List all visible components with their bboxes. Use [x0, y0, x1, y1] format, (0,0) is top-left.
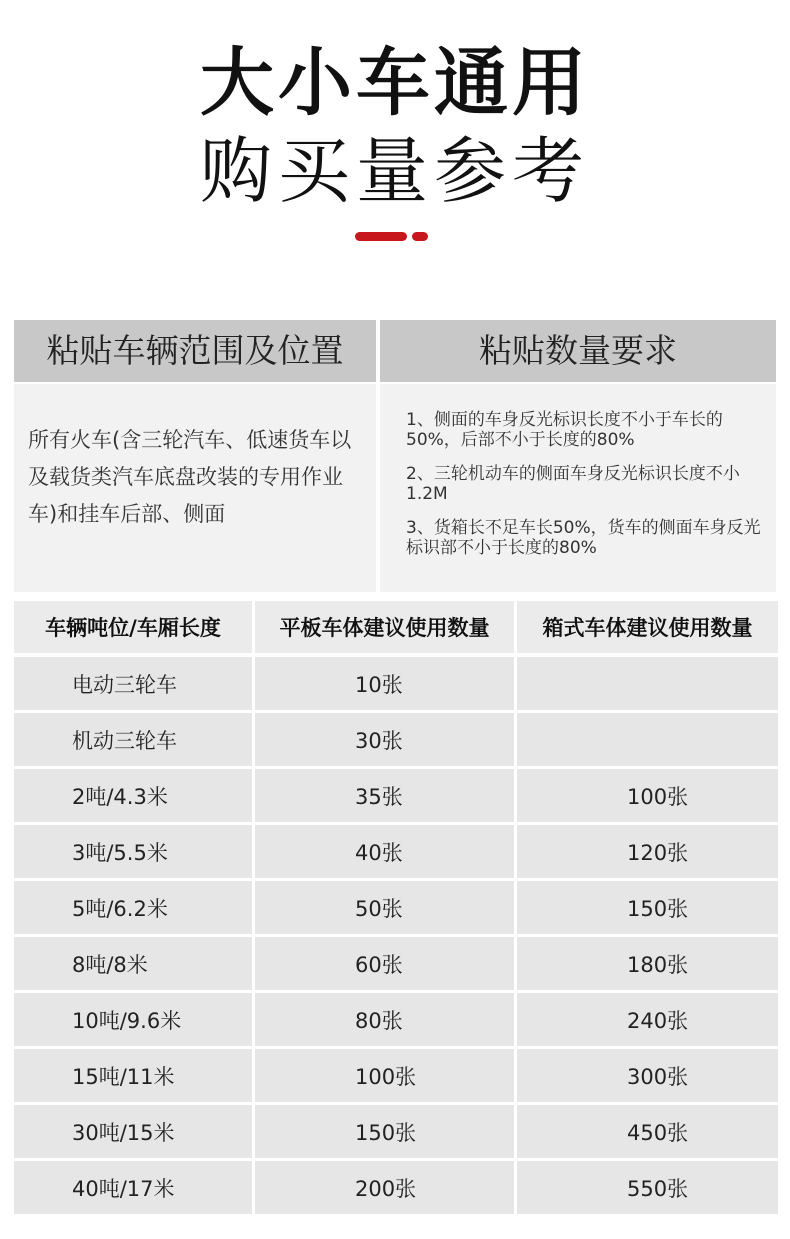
- title-line-1: 大小车通用: [200, 40, 590, 126]
- cell-flatbed-count: 35张: [255, 769, 514, 822]
- cell-box-count: 100张: [517, 769, 778, 822]
- cell-box-count: 240张: [517, 993, 778, 1046]
- quantity-panel: [380, 384, 776, 592]
- column-header-tonnage: 车辆吨位/车厢长度: [14, 601, 252, 653]
- title-line-2: 购买量参考: [199, 129, 590, 213]
- cell-tonnage: 10吨/9.6米: [14, 993, 252, 1046]
- cell-tonnage: 30吨/15米: [14, 1105, 252, 1158]
- cell-flatbed-count: 200张: [255, 1161, 514, 1214]
- cell-flatbed-count: 40张: [255, 825, 514, 878]
- cell-box-count: [517, 657, 778, 710]
- cell-box-count: 180张: [517, 937, 778, 990]
- cell-flatbed-count: 10张: [255, 657, 514, 710]
- cell-tonnage: 15吨/11米: [14, 1049, 252, 1102]
- cell-flatbed-count: 80张: [255, 993, 514, 1046]
- accent-divider-dot: [412, 232, 428, 241]
- scope-panel: [14, 384, 376, 592]
- cell-tonnage: 8吨/8米: [14, 937, 252, 990]
- cell-box-count: 150张: [517, 881, 778, 934]
- cell-box-count: 120张: [517, 825, 778, 878]
- cell-box-count: [517, 713, 778, 766]
- cell-flatbed-count: 50张: [255, 881, 514, 934]
- cell-flatbed-count: 150张: [255, 1105, 514, 1158]
- requirement-item: 1、侧面的车身反光标识长度不小于车长的50%，后部不小于长度的80%: [406, 410, 723, 450]
- cell-tonnage: 2吨/4.3米: [14, 769, 252, 822]
- requirement-item: 3、货箱长不足车长50%，货车的侧面车身反光标识部不小于长度的80%: [406, 518, 761, 558]
- cell-flatbed-count: 60张: [255, 937, 514, 990]
- column-header-flatbed: 平板车体建议使用数量: [255, 601, 514, 653]
- cell-box-count: 450张: [517, 1105, 778, 1158]
- requirement-item: 2、三轮机动车的侧面车身反光标识长度不小1.2M: [406, 464, 740, 504]
- cell-tonnage: 5吨/6.2米: [14, 881, 252, 934]
- cell-tonnage: 电动三轮车: [14, 657, 252, 710]
- scope-header: 粘贴车辆范围及位置: [14, 320, 376, 382]
- cell-tonnage: 40吨/17米: [14, 1161, 252, 1214]
- scope-text: 所有火车(含三轮汽车、低速货车以及载货类汽车底盘改装的专用作业车)和挂车后部、侧面: [28, 428, 352, 526]
- cell-tonnage: 机动三轮车: [14, 713, 252, 766]
- cell-box-count: 550张: [517, 1161, 778, 1214]
- cell-tonnage: 3吨/5.5米: [14, 825, 252, 878]
- column-header-box: 箱式车体建议使用数量: [517, 601, 778, 653]
- cell-box-count: 300张: [517, 1049, 778, 1102]
- accent-divider: [355, 232, 407, 241]
- cell-flatbed-count: 100张: [255, 1049, 514, 1102]
- quantity-header: 粘贴数量要求: [380, 320, 776, 382]
- cell-flatbed-count: 30张: [255, 713, 514, 766]
